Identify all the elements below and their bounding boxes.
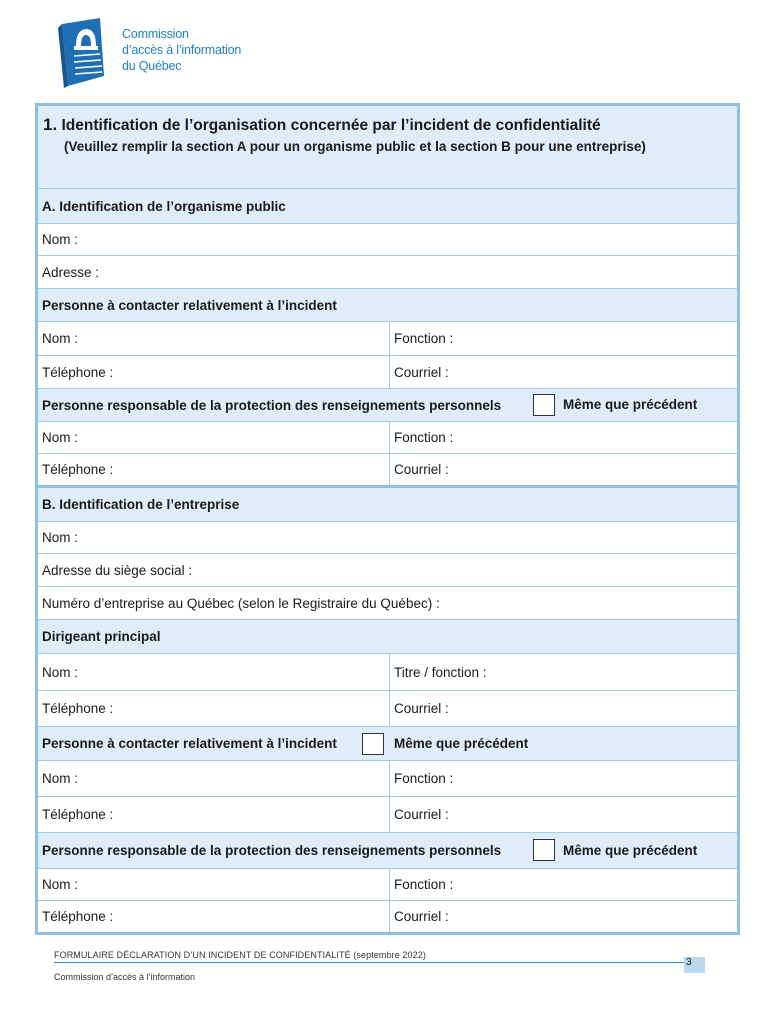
b-dirigeant-title: Dirigeant principal (42, 629, 161, 644)
footer-divider (54, 962, 684, 963)
section-1-title-text: Identification de l’organisation concernée par l’incident de confidentialité (61, 117, 601, 134)
b-adresse-label: Adresse du siège social : (42, 562, 193, 578)
a-responsable-row-2 (38, 453, 737, 485)
a-responsable-nom-field[interactable] (38, 422, 390, 453)
a-responsable-telephone-field[interactable] (38, 454, 390, 485)
section-1-instruction: (Veuillez remplir la section A pour un organisme public et la section B pour une entreprise) (64, 139, 646, 154)
b-contact-same-label: Même que précédent (394, 736, 529, 751)
b-responsable-title: Personne responsable de la protection des renseignements personnels (42, 843, 502, 858)
logo-line-1: Commission (122, 27, 189, 41)
b-responsable-nom-label: Nom : (42, 877, 79, 892)
b-adresse-field[interactable] (38, 553, 737, 586)
b-numero-label: Numéro d’entreprise au Québec (selon le Registraire du Québec) : (42, 595, 440, 611)
a-contact-row-1 (38, 321, 737, 355)
a-contact-nom-label: Nom : (42, 331, 79, 346)
book-lock-icon (56, 16, 118, 88)
b-dirigeant-courriel-field[interactable] (390, 691, 737, 726)
page-number: 3 (684, 957, 705, 973)
b-responsable-header (38, 832, 737, 868)
a-responsable-fonction-label: Fonction : (394, 430, 454, 445)
b-responsable-nom-field[interactable] (38, 869, 390, 900)
a-responsable-same-checkbox[interactable] (533, 394, 555, 416)
b-numero-field[interactable] (38, 586, 737, 619)
b-dirigeant-titre-field[interactable] (390, 654, 737, 690)
a-contact-fonction-label: Fonction : (394, 331, 454, 346)
b-contact-row-2 (38, 796, 737, 832)
b-contact-fonction-field[interactable] (390, 761, 737, 796)
b-contact-telephone-label: Téléphone : (42, 807, 114, 822)
identification-form (35, 103, 740, 935)
a-nom-label: Nom : (42, 232, 79, 247)
a-responsable-courriel-field[interactable] (390, 454, 737, 485)
section-b-header (38, 485, 737, 521)
a-responsable-telephone-label: Téléphone : (42, 462, 114, 477)
a-contact-fonction-field[interactable] (390, 322, 737, 355)
a-contact-header (38, 288, 737, 321)
b-contact-nom-label: Nom : (42, 771, 79, 786)
b-nom-field[interactable] (38, 521, 737, 553)
a-contact-title: Personne à contacter relativement à l’incident (42, 297, 337, 313)
b-contact-same-checkbox[interactable] (362, 733, 384, 755)
a-nom-field[interactable] (38, 223, 737, 255)
section-a-header (38, 188, 737, 223)
a-contact-courriel-label: Courriel : (394, 364, 449, 380)
section-1-number: 1. (43, 115, 58, 134)
b-dirigeant-row-2 (38, 690, 737, 726)
footer-org: Commission d’accès à l’information (54, 972, 196, 982)
a-responsable-courriel-label: Courriel : (394, 462, 449, 477)
logo-line-2: d’accès à l’information (122, 43, 242, 57)
b-responsable-same-label: Même que précédent (563, 843, 698, 858)
b-dirigeant-header (38, 619, 737, 653)
cai-logo (56, 16, 256, 88)
a-responsable-title: Personne responsable de la protection des renseignements personnels (42, 397, 502, 413)
b-responsable-telephone-label: Téléphone : (42, 909, 114, 924)
a-adresse-field[interactable] (38, 255, 737, 288)
b-dirigeant-courriel-label: Courriel : (394, 701, 449, 716)
b-dirigeant-nom-label: Nom : (42, 664, 79, 680)
a-responsable-same-label: Même que précédent (563, 397, 698, 412)
a-contact-nom-field[interactable] (38, 322, 390, 355)
b-contact-header (38, 726, 737, 760)
footer-form-title: FORMULAIRE DÉCLARATION D’UN INCIDENT DE CONFIDENTIALITÉ (septembre 2022) (54, 950, 426, 960)
b-responsable-row-2 (38, 900, 737, 932)
b-responsable-telephone-field[interactable] (38, 901, 390, 932)
b-contact-fonction-label: Fonction : (394, 771, 454, 786)
a-contact-row-2 (38, 355, 737, 388)
b-contact-courriel-label: Courriel : (394, 807, 449, 822)
b-nom-label: Nom : (42, 530, 79, 545)
a-contact-courriel-field[interactable] (390, 356, 737, 388)
b-dirigeant-nom-field[interactable] (38, 654, 390, 690)
b-dirigeant-telephone-field[interactable] (38, 691, 390, 726)
b-contact-nom-field[interactable] (38, 761, 390, 796)
logo-line-3: du Québec (122, 59, 182, 73)
b-contact-telephone-field[interactable] (38, 797, 390, 832)
a-adresse-label: Adresse : (42, 264, 100, 280)
a-contact-telephone-field[interactable] (38, 356, 390, 388)
b-contact-row-1 (38, 760, 737, 796)
section-b-title: B. Identification de l’entreprise (42, 497, 240, 512)
b-contact-title: Personne à contacter relativement à l’incident (42, 736, 337, 751)
b-dirigeant-telephone-label: Téléphone : (42, 701, 114, 716)
b-dirigeant-titre-label: Titre / fonction : (394, 664, 487, 680)
b-responsable-courriel-label: Courriel : (394, 909, 449, 924)
b-contact-courriel-field[interactable] (390, 797, 737, 832)
b-responsable-courriel-field[interactable] (390, 901, 737, 932)
b-responsable-row-1 (38, 868, 737, 900)
a-responsable-header (38, 388, 737, 421)
section-a-title: A. Identification de l’organisme public (42, 198, 286, 214)
b-responsable-fonction-label: Fonction : (394, 877, 454, 892)
b-responsable-fonction-field[interactable] (390, 869, 737, 900)
section-1-title (43, 115, 737, 135)
section-1-header (38, 106, 737, 188)
a-responsable-nom-label: Nom : (42, 430, 79, 445)
b-dirigeant-row-1 (38, 653, 737, 690)
a-responsable-row-1 (38, 421, 737, 453)
a-responsable-fonction-field[interactable] (390, 422, 737, 453)
b-responsable-same-checkbox[interactable] (533, 839, 555, 861)
logo-text (122, 26, 241, 74)
a-contact-telephone-label: Téléphone : (42, 364, 114, 380)
